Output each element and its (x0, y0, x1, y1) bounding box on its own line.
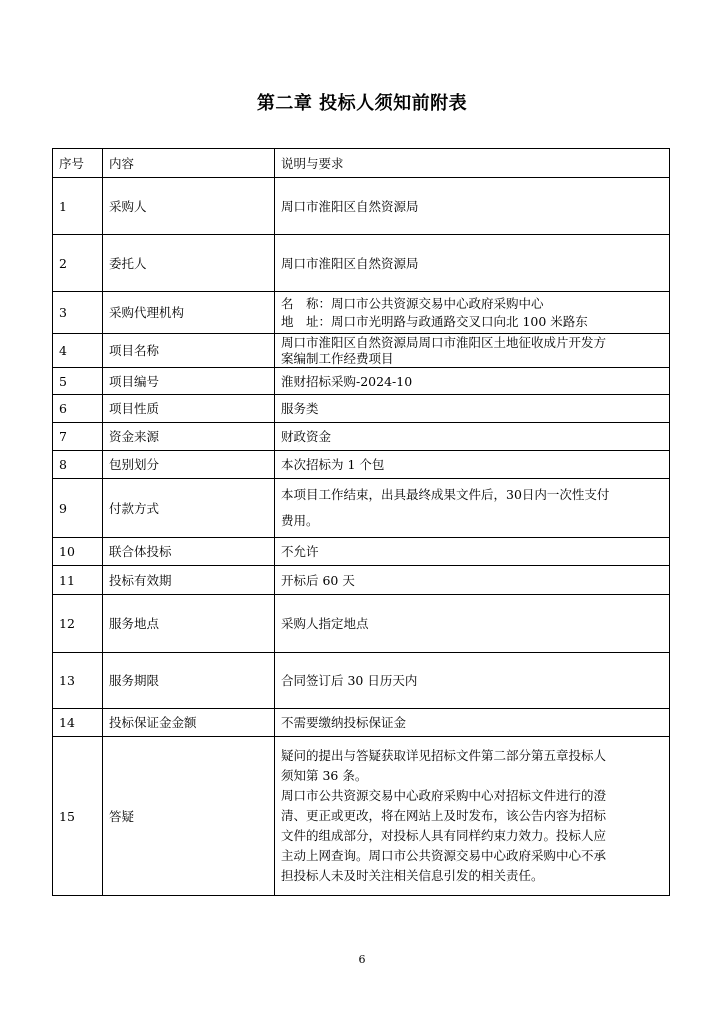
row-item: 包别划分 (103, 451, 275, 479)
qa-line: 疑问的提出与答疑获取详见招标文件第二部分第五章投标人 (281, 748, 607, 763)
row-desc: 财政资金 (275, 423, 670, 451)
row-no: 14 (53, 709, 103, 737)
row-no: 9 (53, 479, 103, 538)
row-desc: 本次招标为 1 个包 (275, 451, 670, 479)
table-row (53, 737, 670, 896)
table-row (53, 538, 670, 566)
row-no: 8 (53, 451, 103, 479)
row-desc: 采购人指定地点 (275, 595, 670, 653)
table-row (53, 709, 670, 737)
row-desc (275, 334, 670, 368)
row-no: 10 (53, 538, 103, 566)
row-no: 4 (53, 334, 103, 368)
row-item: 采购人 (103, 178, 275, 235)
header-desc: 说明与要求 (275, 149, 670, 178)
row-desc (275, 479, 670, 538)
row-desc: 周口市淮阳区自然资源局 (275, 235, 670, 292)
header-no: 序号 (53, 149, 103, 178)
page-number: 6 (358, 953, 366, 966)
row-no: 1 (53, 178, 103, 235)
table-row (53, 451, 670, 479)
table-row (53, 368, 670, 395)
qa-line: 担投标人未及时关注相关信息引发的相关责任。 (281, 868, 544, 883)
project-name-line: 周口市淮阳区自然资源局周口市淮阳区土地征收成片开发方 (281, 334, 607, 350)
table-row (53, 479, 670, 538)
row-item: 付款方式 (103, 479, 275, 538)
agency-name-line: 名 称：周口市公共资源交易中心政府采购中心 (281, 295, 544, 311)
payment-line: 本项目工作结束，出具最终成果文件后，30日内一次性支付 (281, 487, 610, 502)
table-row (53, 566, 670, 595)
project-name-line: 案编制工作经费项目 (281, 350, 394, 366)
row-item: 资金来源 (103, 423, 275, 451)
table-row (53, 235, 670, 292)
table-row (53, 178, 670, 235)
page-title: 第二章 投标人须知前附表 (256, 93, 468, 114)
table-header-row (53, 149, 670, 178)
row-desc: 服务类 (275, 395, 670, 423)
row-no: 3 (53, 292, 103, 334)
qa-line: 文件的组成部分，对投标人具有同样约束力效力。投标人应 (281, 828, 607, 843)
requirements-table (52, 148, 670, 896)
row-item: 答疑 (103, 737, 275, 896)
row-desc: 合同签订后 30 日历天内 (275, 653, 670, 709)
row-item: 服务期限 (103, 653, 275, 709)
table-row (53, 292, 670, 334)
table-row (53, 595, 670, 653)
row-desc: 开标后 60 天 (275, 566, 670, 595)
table-row (53, 395, 670, 423)
row-desc (275, 737, 670, 896)
agency-address-line: 地 址：周口市光明路与政通路交叉口向北 100 米路东 (281, 313, 588, 329)
row-no: 7 (53, 423, 103, 451)
qa-line: 清、更正或更改，将在网站上及时发布，该公告内容为招标 (281, 808, 607, 823)
row-desc (275, 292, 670, 334)
qa-line: 主动上网查询。周口市公共资源交易中心政府采购中心不承 (281, 848, 607, 863)
qa-line: 须知第 36 条。 (281, 768, 368, 783)
row-desc: 淮财招标采购-2024-10 (275, 368, 670, 395)
table-row (53, 653, 670, 709)
row-no: 6 (53, 395, 103, 423)
row-item: 联合体投标 (103, 538, 275, 566)
header-item: 内容 (103, 149, 275, 178)
qa-line: 周口市公共资源交易中心政府采购中心对招标文件进行的澄 (281, 788, 607, 803)
row-item: 投标保证金金额 (103, 709, 275, 737)
row-no: 2 (53, 235, 103, 292)
row-item: 项目编号 (103, 368, 275, 395)
row-no: 11 (53, 566, 103, 595)
requirements-table-container (52, 148, 669, 896)
table-row (53, 334, 670, 368)
row-no: 13 (53, 653, 103, 709)
row-no: 12 (53, 595, 103, 653)
row-desc: 周口市淮阳区自然资源局 (275, 178, 670, 235)
row-item: 委托人 (103, 235, 275, 292)
payment-line: 费用。 (281, 513, 319, 528)
table-row (53, 423, 670, 451)
row-item: 项目性质 (103, 395, 275, 423)
row-no: 15 (53, 737, 103, 896)
row-item: 投标有效期 (103, 566, 275, 595)
row-item: 服务地点 (103, 595, 275, 653)
row-item: 项目名称 (103, 334, 275, 368)
row-desc: 不允许 (275, 538, 670, 566)
row-no: 5 (53, 368, 103, 395)
row-desc: 不需要缴纳投标保证金 (275, 709, 670, 737)
row-item: 采购代理机构 (103, 292, 275, 334)
